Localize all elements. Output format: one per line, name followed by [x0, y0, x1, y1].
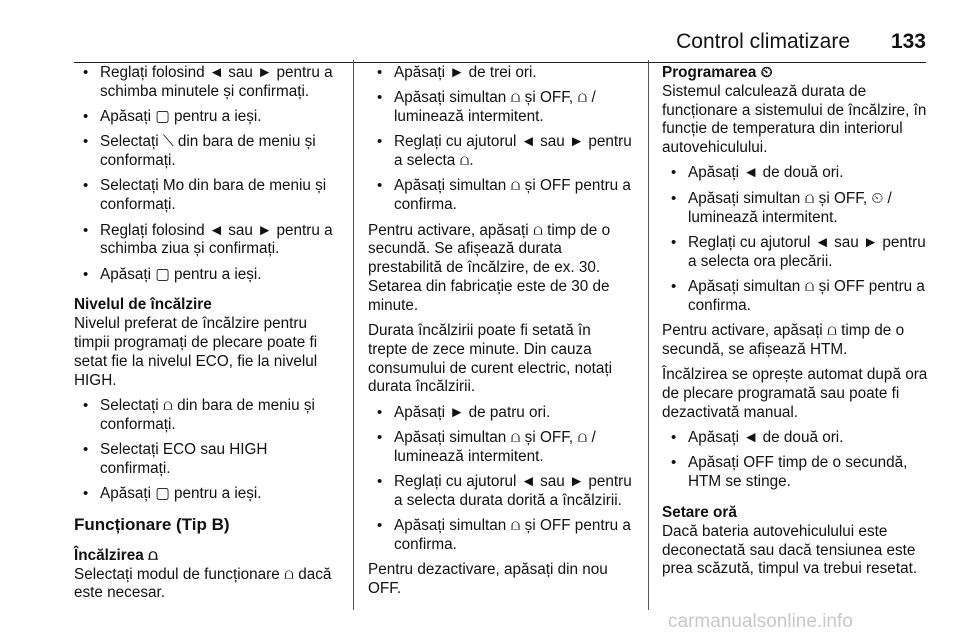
list-item: • Selectați Mo din bara de meniu și conformați.	[74, 177, 342, 215]
list-item: • Apăsați ► de patru ori.	[368, 404, 634, 423]
paragraph: Dacă bateria autovehiculului este deconectată sau dacă tensiunea este prea scăzută, timpul va trebui resetat.	[662, 522, 918, 578]
paragraph: Pentru dezactivare, apăsați din nou OFF.	[368, 561, 608, 598]
list-item: • Apăsați ► de trei ori.	[368, 64, 634, 83]
bullet-list	[368, 64, 634, 215]
paragraph: Selectați modul de funcționare ⩍ dacă este necesar.	[74, 565, 332, 602]
column-2	[368, 64, 634, 605]
bullet-list	[662, 164, 928, 315]
list-item: • Reglați folosind ◄ sau ► pentru a schimba minutele și confirmați.	[74, 64, 342, 102]
list-item: • Apăsați simultan ⩍ și OFF, ⩍ / luminează intermitent.	[368, 89, 634, 127]
page-header	[0, 16, 960, 56]
subheading-level: Nivelul de încălzire	[74, 296, 212, 314]
page-title: Control climatizare	[676, 30, 850, 53]
subheading-time: Setare oră	[662, 503, 737, 521]
column-3	[662, 64, 928, 586]
list-item: • Apăsați simultan ⩍ și OFF pentru a confirma.	[368, 517, 634, 555]
watermark: carmanualsonline.info	[668, 611, 853, 632]
list-item: • Reglați cu ajutorul ◄ sau ► pentru a selecta ora plecării.	[662, 234, 928, 272]
list-item: • Apăsați OFF timp de o secundă, HTM se stinge.	[662, 454, 928, 492]
list-item: • Reglați cu ajutorul ◄ sau ► pentru a selecta ⩍.	[368, 133, 634, 171]
subheading-program: Programarea ⏲	[662, 64, 773, 81]
bullet-list	[74, 64, 342, 284]
list-item: • Selectați ECO sau HIGH confirmați.	[74, 441, 342, 479]
column-1	[74, 64, 342, 610]
list-item: • Apăsați ◄ de două ori.	[662, 429, 928, 448]
paragraph: Sistemul calculează durata de funcționare a sistemului de încălzire, în funcție de temperatura din interiorul autovehiculului.	[662, 82, 927, 157]
section-heading: Funcționare (Tip B)	[74, 514, 230, 534]
list-item: • Reglați cu ajutorul ◄ sau ► pentru a selecta durata dorită a încălzirii.	[368, 473, 634, 511]
list-item: • Apăsați ▢ pentru a ieși.	[74, 266, 342, 285]
subheading-heating: Încălzirea ⩍	[74, 546, 158, 564]
column-divider-2	[648, 60, 649, 610]
bullet-list	[662, 429, 928, 492]
paragraph: Durata încălzirii poate fi setată în trepte de zece minute. Din cauza consumului de curent electric, notați durata încălzirii.	[368, 322, 613, 396]
paragraph: Pentru activare, apăsați ⩍ timp de o secundă, se afișează HTM.	[662, 322, 905, 358]
column-divider-1	[353, 60, 354, 610]
list-item: • Apăsați simultan ⩍ și OFF, ⏲ / luminează intermitent.	[662, 190, 928, 228]
list-item: • Apăsați simultan ⩍ și OFF pentru a confirma.	[662, 278, 928, 316]
list-item: • Apăsați ▢ pentru a ieși.	[74, 108, 342, 127]
list-item: • Selectați ⟍ din bara de meniu și conformați.	[74, 133, 342, 171]
paragraph: Încălzirea se oprește automat după ora de plecare programată sau poate fi dezactivată manual.	[662, 366, 928, 421]
header-rule	[74, 62, 926, 63]
page-number: 133	[890, 30, 926, 53]
list-item: • Apăsați simultan ⩍ și OFF pentru a confirma.	[368, 177, 634, 215]
list-item: • Apăsați ◄ de două ori.	[662, 164, 928, 183]
list-item: • Apăsați ▢ pentru a ieși.	[74, 485, 342, 504]
paragraph: Nivelul preferat de încălzire pentru timpii programați de plecare poate fi setat fie la nivelul ECO, fie la nivelul HIGH.	[74, 315, 318, 389]
list-item: • Apăsați simultan ⩍ și OFF, ⩍ / luminează intermitent.	[368, 429, 634, 467]
list-item: • Reglați folosind ◄ sau ► pentru a schimba ziua și confirmați.	[74, 222, 342, 260]
paragraph: Pentru activare, apăsați ⩍ timp de o secundă. Se afișează durata prestabilită de încălzire, de ex. 30. Setarea din fabricație este de 30 de minute.	[368, 221, 611, 314]
list-item: • Selectați ⩍ din bara de meniu și conformați.	[74, 397, 342, 435]
bullet-list	[74, 397, 342, 504]
bullet-list	[368, 404, 634, 555]
